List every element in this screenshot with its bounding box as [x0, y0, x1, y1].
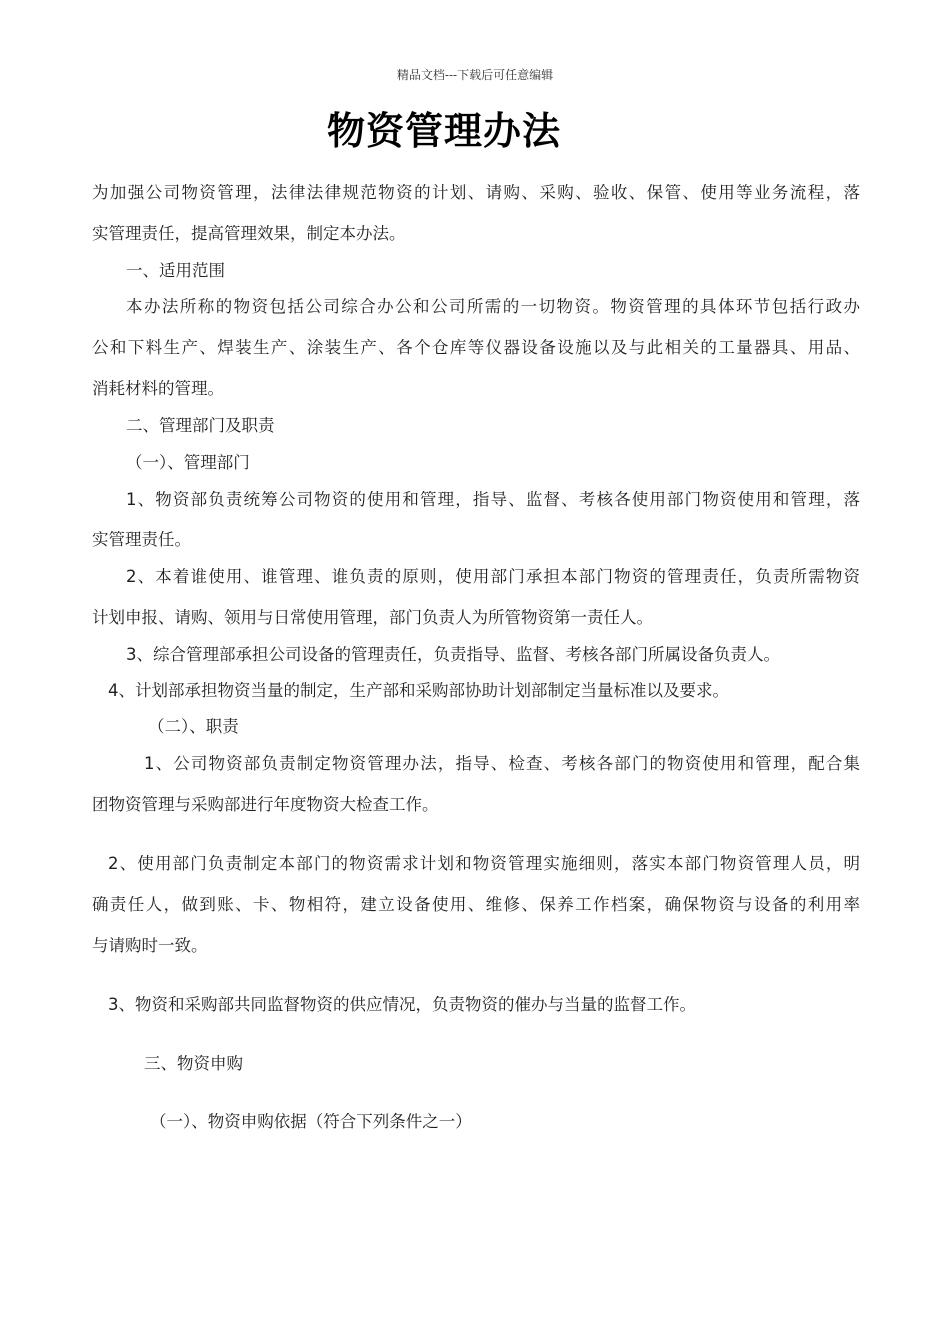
- paragraph-line: 1、公司物资部负责制定物资管理办法，指导、检查、考核各部门的物资使用和管理，配合集: [144, 754, 860, 773]
- section-heading: 一、适用范围: [126, 261, 225, 280]
- document-title: 物资管理办法: [326, 109, 561, 153]
- paragraph-line: 公和下料生产、焊装生产、涂装生产、各个仓库等仪器设备设施以及与此相关的工量器具、用品、: [92, 338, 860, 357]
- subsection-heading: （一）、管理部门: [126, 453, 250, 472]
- paragraph-line: 确责任人，做到账、卡、物相符，建立设备使用、维修、保养工作档案，确保物资与设备的利用率: [92, 895, 860, 914]
- header-note: 精品文档---下载后可任意编辑: [396, 68, 554, 82]
- paragraph-line: 4、计划部承担物资当量的制定，生产部和采购部协助计划部制定当量标准以及要求。: [108, 681, 729, 700]
- paragraph-line: 实管理责任，提高管理效果，制定本办法。: [92, 224, 406, 243]
- section-heading: 二、管理部门及职责: [126, 416, 275, 435]
- paragraph-line: 与请购时一致。: [92, 936, 208, 955]
- paragraph-line: 2、本着谁使用、谁管理、谁负责的原则，使用部门承担本部门物资的管理责任，负责所需物资: [126, 567, 860, 586]
- paragraph-line: 1、物资部负责统筹公司物资的使用和管理，指导、监督、考核各使用部门物资使用和管理，落: [126, 490, 860, 509]
- paragraph-line: 实管理责任。: [92, 530, 191, 549]
- paragraph-line: 团物资管理与采购部进行年度物资大检查工作。: [92, 795, 439, 814]
- paragraph-line: 为加强公司物资管理，法律法律规范物资的计划、请购、采购、验收、保管、使用等业务流程，落: [92, 183, 860, 202]
- subsection-heading: （二）、职责: [148, 717, 239, 736]
- paragraph-line: 本办法所称的物资包括公司综合办公和公司所需的一切物资。物资管理的具体环节包括行政办: [126, 297, 860, 316]
- paragraph-line: 3、综合管理部承担公司设备的管理责任，负责指导、监督、考核各部门所属设备负责人。: [126, 645, 780, 664]
- section-heading: 三、物资申购: [144, 1054, 243, 1073]
- subsection-heading: （一）、物资申购依据（符合下列条件之一）: [150, 1112, 472, 1131]
- paragraph-line: 消耗材料的管理。: [92, 379, 224, 398]
- paragraph-line: 2、使用部门负责制定本部门的物资需求计划和物资管理实施细则，落实本部门物资管理人员，明: [108, 854, 860, 873]
- paragraph-line: 计划申报、请购、领用与日常使用管理，部门负责人为所管物资第一责任人。: [92, 608, 653, 627]
- paragraph-line: 3、物资和采购部共同监督物资的供应情况，负责物资的催办与当量的监督工作。: [108, 995, 696, 1014]
